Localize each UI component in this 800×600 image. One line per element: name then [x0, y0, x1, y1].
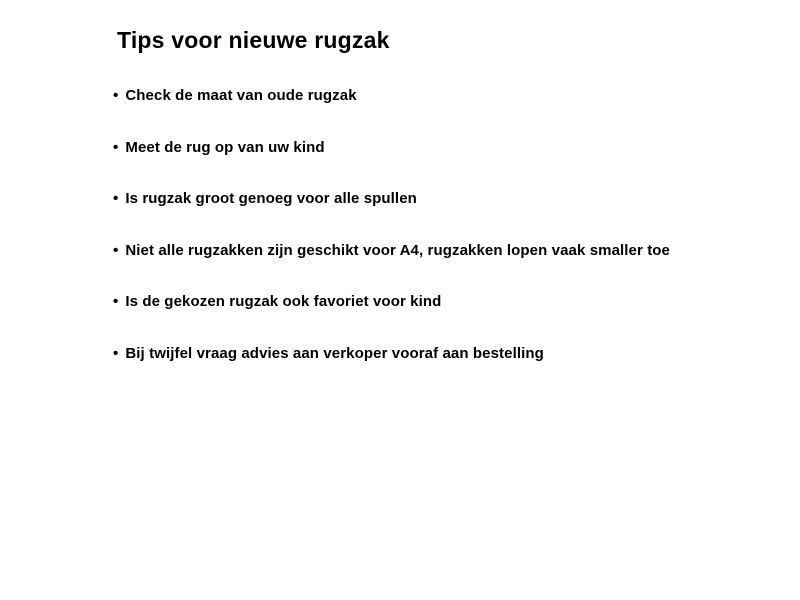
list-item — [113, 328, 670, 380]
bullet-text: Niet alle rugzakken zijn geschikt voor A4, rugzakken lopen vaak smaller toe — [125, 241, 670, 259]
bullet-list — [113, 70, 670, 379]
list-item — [113, 225, 670, 277]
list-item — [113, 70, 670, 122]
bullet-icon: • — [113, 190, 119, 208]
list-item — [113, 122, 670, 174]
list-item — [113, 173, 670, 225]
bullet-text: Is de gekozen rugzak ook favoriet voor kind — [125, 293, 442, 311]
bullet-icon: • — [113, 344, 119, 362]
bullet-text: Bij twijfel vraag advies aan verkoper vooraf aan bestelling — [125, 344, 544, 362]
bullet-icon: • — [113, 241, 119, 259]
bullet-text: Meet de rug op van uw kind — [125, 138, 325, 156]
list-item — [113, 276, 670, 328]
slide-title: Tips voor nieuwe rugzak — [117, 27, 390, 53]
bullet-text: Is rugzak groot genoeg voor alle spullen — [125, 190, 417, 208]
bullet-icon: • — [113, 87, 119, 105]
bullet-icon: • — [113, 293, 119, 311]
bullet-text: Check de maat van oude rugzak — [125, 87, 357, 105]
bullet-icon: • — [113, 138, 119, 156]
